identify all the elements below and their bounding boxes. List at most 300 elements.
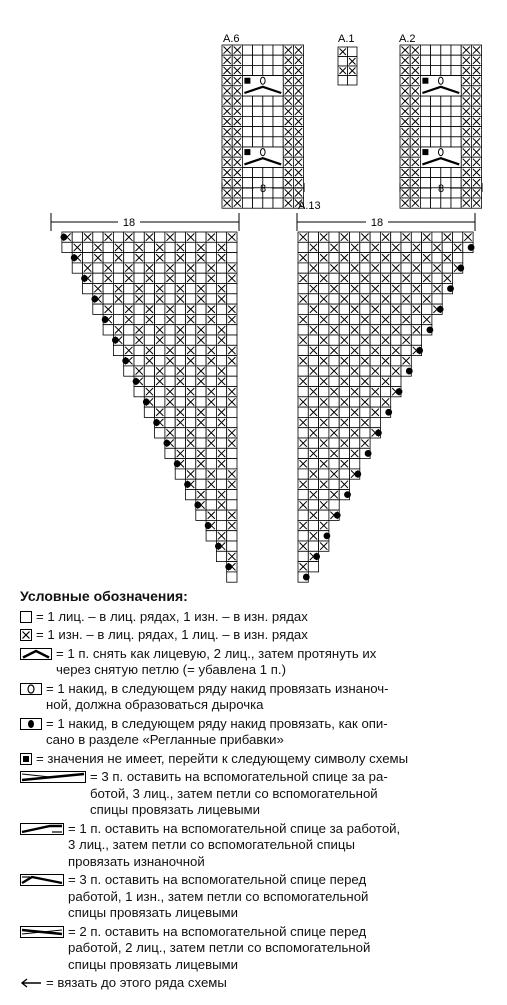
- knit-cell: [216, 263, 226, 273]
- knit-cell: [348, 47, 358, 57]
- knit-cell: [83, 253, 93, 263]
- knit-cell: [411, 314, 421, 324]
- knit-cell: [319, 345, 329, 355]
- knit-cell: [360, 263, 370, 273]
- knit-cell: [253, 45, 263, 55]
- yarn-over-raglan-mark: [122, 357, 129, 364]
- knit-cell: [134, 314, 144, 324]
- knit-cell: [298, 242, 308, 252]
- knit-cell: [308, 438, 318, 448]
- knit-cell: [391, 376, 401, 386]
- yarn-over-raglan-mark: [447, 285, 454, 292]
- knit-cell: [339, 469, 349, 479]
- yarn-over-raglan-mark: [396, 388, 403, 395]
- knit-cell: [391, 314, 401, 324]
- legend-symbol: [20, 751, 32, 767]
- legend-symbol: [20, 821, 64, 837]
- legend-text: = 1 п. оставить на вспомогательной спице за работой, 3 лиц., затем петли со вспомогательной спицы провязать изнаночной: [68, 820, 401, 869]
- knit-cell: [350, 376, 360, 386]
- knit-cell: [206, 500, 216, 510]
- legend-symbol: [20, 872, 64, 888]
- knit-cell: [242, 188, 252, 198]
- knit-cell: [298, 387, 308, 397]
- knit-cell: [350, 273, 360, 283]
- knit-cell: [420, 178, 430, 188]
- knit-cell: [242, 198, 252, 208]
- legend-item: [20, 627, 500, 644]
- knit-cell: [124, 253, 134, 263]
- knit-cell: [144, 284, 154, 294]
- knit-cell: [134, 263, 144, 273]
- knit-cell: [242, 167, 252, 177]
- knit-cell: [451, 198, 461, 208]
- knit-cell: [401, 284, 411, 294]
- knit-cell: [155, 397, 165, 407]
- knit-cell: [329, 397, 339, 407]
- knit-cell: [216, 397, 226, 407]
- knit-cell: [216, 345, 226, 355]
- knit-cell: [253, 127, 263, 137]
- knit-cell: [253, 65, 263, 75]
- knit-cell: [329, 479, 339, 489]
- knit-cell: [298, 551, 308, 561]
- knit-cell: [175, 345, 185, 355]
- yarn-over-raglan-mark: [334, 512, 341, 519]
- knit-cell: [273, 96, 283, 106]
- knit-cell: [273, 65, 283, 75]
- legend-item: [20, 716, 500, 749]
- knit-cell: [360, 428, 370, 438]
- knit-cell: [165, 325, 175, 335]
- cable-2-2-front-icon: [20, 926, 64, 938]
- legend-symbol: [20, 924, 64, 940]
- legend-text: = 1 накид, в следующем ряду накид провязать изнаноч- ной, должна образоваться дырочка: [46, 680, 389, 712]
- knit-cell: [451, 45, 461, 55]
- knit-cell: [329, 294, 339, 304]
- knit-cell: [360, 345, 370, 355]
- knit-cell: [441, 65, 451, 75]
- knit-cell: [308, 520, 318, 530]
- knit-cell: [401, 325, 411, 335]
- chart-a2-label: A.2: [399, 33, 416, 45]
- knit-cell: [441, 45, 451, 55]
- knit-cell: [339, 284, 349, 294]
- legend-symbol: [20, 646, 52, 662]
- legend-text: = 1 изн. – в лиц. рядах, 1 лиц. – в изн. рядах: [36, 627, 308, 642]
- knit-cell: [103, 242, 113, 252]
- knit-cell: [308, 314, 318, 324]
- knit-cell: [298, 448, 308, 458]
- knit-cell: [216, 469, 226, 479]
- knit-cell: [451, 116, 461, 126]
- knit-cell: [319, 407, 329, 417]
- knit-cell: [451, 137, 461, 147]
- knit-cell: [391, 232, 401, 242]
- chart-a13: [298, 232, 475, 582]
- knit-cell: [253, 96, 263, 106]
- knit-cell: [165, 294, 175, 304]
- knit-cell: [113, 314, 123, 324]
- legend-symbol: [20, 681, 42, 697]
- knit-cell: [227, 366, 237, 376]
- knit-cell: [308, 479, 318, 489]
- knit-cell: [370, 232, 380, 242]
- yarn-over-raglan-mark: [164, 440, 171, 447]
- knit-cell: [308, 417, 318, 427]
- knit-cell: [350, 232, 360, 242]
- knit-cell: [391, 356, 401, 366]
- yarn-over-raglan-mark: [406, 368, 413, 375]
- knit-cell: [196, 479, 206, 489]
- knit-cell: [391, 294, 401, 304]
- knit-cell: [196, 273, 206, 283]
- knit-cell: [339, 387, 349, 397]
- knit-cell: [186, 459, 196, 469]
- knit-cell: [273, 55, 283, 65]
- no-stitch-icon: [20, 753, 32, 765]
- knit-cell: [298, 490, 308, 500]
- knit-cell: [124, 242, 134, 252]
- yarn-over-raglan-mark: [385, 409, 392, 416]
- knit-cell: [319, 490, 329, 500]
- knit-cell: [273, 178, 283, 188]
- knit-cell: [380, 304, 390, 314]
- knit-cell: [442, 263, 452, 273]
- knit-cell: [93, 304, 103, 314]
- knit-cell: [451, 55, 461, 65]
- knit-cell: [144, 253, 154, 263]
- cable-3-3-back-icon: [20, 771, 86, 783]
- knit-cell: [186, 490, 196, 500]
- knit-cell: [206, 407, 216, 417]
- knit-cell: [206, 294, 216, 304]
- knit-cell: [273, 127, 283, 137]
- knit-cell: [451, 65, 461, 75]
- chart-left-width-marker: [51, 213, 239, 231]
- knit-cell: [186, 253, 196, 263]
- knit-cell: [370, 335, 380, 345]
- knit-cell: [144, 366, 154, 376]
- yarn-over-raglan-mark: [143, 399, 150, 406]
- knit-cell: [134, 345, 144, 355]
- knit-cell: [175, 263, 185, 273]
- knit-cell: [144, 325, 154, 335]
- no-stitch-mark: [422, 149, 428, 155]
- yarn-over-raglan-mark: [354, 471, 361, 478]
- legend-symbol: [20, 975, 42, 991]
- knit-cell: [350, 438, 360, 448]
- knit-cell: [422, 242, 432, 252]
- knit-cell: [196, 469, 206, 479]
- knit-cell: [242, 116, 252, 126]
- knit-cell: [391, 253, 401, 263]
- knit-cell: [441, 167, 451, 177]
- yarn-over-raglan-mark: [153, 419, 160, 426]
- knit-cell: [242, 96, 252, 106]
- knit-cell: [319, 387, 329, 397]
- knit-cell: [432, 253, 442, 263]
- chart-a6-width-label: 8: [259, 183, 267, 195]
- knit-cell: [227, 242, 237, 252]
- knit-cell: [155, 356, 165, 366]
- knit-cell: [103, 284, 113, 294]
- knit-cell: [216, 232, 226, 242]
- knit-cell: [196, 428, 206, 438]
- knit-cell: [453, 232, 463, 242]
- knit-cell: [298, 510, 308, 520]
- yarn-over-raglan-mark: [174, 460, 181, 467]
- knit-cell: [155, 304, 165, 314]
- knit-cell: [124, 325, 134, 335]
- legend-text: = 1 п. снять как лицевую, 2 лиц., затем протянуть их через снятую петлю (= убавлена 1 п.): [56, 645, 377, 677]
- yarn-over-raglan-mark: [375, 429, 382, 436]
- knit-cell: [113, 304, 123, 314]
- knit-cell: [165, 407, 175, 417]
- yarn-over-raglan-mark: [344, 491, 351, 498]
- knit-cell: [206, 417, 216, 427]
- knit-cell: [370, 294, 380, 304]
- knit-cell: [360, 325, 370, 335]
- yarn-over-raglan-mark: [365, 450, 372, 457]
- knit-cell: [308, 273, 318, 283]
- knit-cell: [308, 500, 318, 510]
- knit-cell: [308, 397, 318, 407]
- knit-cell: [165, 417, 175, 427]
- knit-cell: [420, 198, 430, 208]
- no-stitch-mark: [244, 149, 250, 155]
- no-stitch-mark: [244, 78, 250, 84]
- knit-cell: [370, 253, 380, 263]
- yarn-over-raglan-mark: [437, 306, 444, 313]
- knit-cell: [242, 45, 252, 55]
- knit-cell: [329, 314, 339, 324]
- knit-cell: [339, 448, 349, 458]
- knit-cell: [263, 127, 273, 137]
- knit-cell: [319, 304, 329, 314]
- knit-cell: [319, 366, 329, 376]
- knit-cell: [93, 232, 103, 242]
- knit-cell: [124, 284, 134, 294]
- knit-cell: [216, 520, 226, 530]
- knit-cell: [175, 387, 185, 397]
- knit-cell: [186, 294, 196, 304]
- knit-cell: [319, 325, 329, 335]
- knit-cell: [329, 417, 339, 427]
- knit-cell: [206, 242, 216, 252]
- knit-cell: [103, 325, 113, 335]
- knit-cell: [431, 167, 441, 177]
- legend-item: [20, 751, 500, 768]
- knit-cell: [298, 366, 308, 376]
- yarn-over-raglan-mark: [427, 326, 434, 333]
- legend-item: [20, 975, 500, 992]
- knit-cell: [431, 127, 441, 137]
- knit-cell: [420, 167, 430, 177]
- yarn-over-raglan-icon: [20, 718, 42, 730]
- knit-cell: [273, 106, 283, 116]
- knit-cell: [253, 167, 263, 177]
- knit-cell: [308, 562, 318, 572]
- knit-cell: [329, 232, 339, 242]
- knit-cell: [113, 345, 123, 355]
- legend-symbol: [20, 609, 32, 625]
- knit-cell: [242, 137, 252, 147]
- knit-cell: [134, 304, 144, 314]
- knit-cell: [273, 198, 283, 208]
- yarn-over-raglan-mark: [303, 574, 310, 581]
- knit-cell: [380, 345, 390, 355]
- knit-cell: [431, 198, 441, 208]
- knit-cell: [431, 55, 441, 65]
- knit-cell: [431, 137, 441, 147]
- yarn-over-raglan-mark: [457, 265, 464, 272]
- knit-cell: [175, 304, 185, 314]
- knit-cell: [196, 314, 206, 324]
- knit-cell: [350, 253, 360, 263]
- knit-cell: [113, 232, 123, 242]
- knit-cell: [263, 106, 273, 116]
- knit-cell: [391, 335, 401, 345]
- knit-cell: [253, 106, 263, 116]
- knit-cell: [242, 65, 252, 75]
- purl-x-square-icon: [20, 629, 32, 641]
- knit-cell: [329, 500, 339, 510]
- knit-cell: [273, 167, 283, 177]
- knit-cell: [401, 263, 411, 273]
- legend-symbol: [20, 716, 42, 732]
- knit-cell: [329, 335, 339, 345]
- yarn-over-raglan-mark: [313, 553, 320, 560]
- knit-cell: [319, 263, 329, 273]
- knit-cell: [339, 407, 349, 417]
- knit-cell: [175, 469, 185, 479]
- knit-cell: [72, 232, 82, 242]
- chart-a1-label: A.1: [338, 33, 355, 45]
- knit-cell: [298, 325, 308, 335]
- chart-a13-label: A.13: [298, 200, 321, 212]
- knit-cell: [422, 284, 432, 294]
- knit-cell: [186, 335, 196, 345]
- knit-cell: [253, 116, 263, 126]
- chart-left-triangle: [51, 232, 237, 582]
- knit-cell: [175, 397, 185, 407]
- knit-cell: [380, 242, 390, 252]
- knit-cell: [165, 284, 175, 294]
- legend-item: [20, 769, 500, 819]
- knit-cell: [196, 263, 206, 273]
- legend-symbol: [20, 627, 32, 643]
- knit-cell: [186, 284, 196, 294]
- knit-cell: [227, 572, 237, 582]
- knit-cell: [319, 469, 329, 479]
- knit-cell: [380, 263, 390, 273]
- knit-cell: [175, 438, 185, 448]
- knit-cell: [420, 45, 430, 55]
- knit-cell: [380, 387, 390, 397]
- legend-title: Условные обозначения:: [20, 588, 188, 604]
- knit-cell: [206, 459, 216, 469]
- knit-cell: [441, 106, 451, 116]
- knit-cell: [113, 273, 123, 283]
- chart-a2-width-label: 8: [437, 183, 445, 195]
- yarn-over-raglan-mark: [194, 502, 201, 509]
- knit-cell: [124, 335, 134, 345]
- knit-cell: [242, 106, 252, 116]
- knit-cell: [360, 304, 370, 314]
- knit-cell: [155, 314, 165, 324]
- knit-cell: [196, 397, 206, 407]
- knit-cell: [420, 106, 430, 116]
- knit-cell: [431, 106, 441, 116]
- knit-cell: [253, 137, 263, 147]
- knit-cell: [263, 167, 273, 177]
- knit-cell: [227, 294, 237, 304]
- knit-cell: [196, 232, 206, 242]
- knit-cell: [298, 428, 308, 438]
- knit-cell: [411, 294, 421, 304]
- knit-cell: [380, 325, 390, 335]
- knit-cell: [273, 188, 283, 198]
- knit-square-icon: [20, 611, 32, 623]
- knit-cell: [350, 417, 360, 427]
- knit-cell: [338, 57, 348, 67]
- knit-cell: [350, 356, 360, 366]
- knit-cell: [227, 459, 237, 469]
- legend-text: = 1 лиц. – в лиц. рядах, 1 изн. – в изн. рядах: [36, 608, 308, 624]
- knit-cell: [263, 65, 273, 75]
- knit-cell: [360, 387, 370, 397]
- knit-cell: [339, 366, 349, 376]
- knit-cell: [350, 459, 360, 469]
- knit-cell: [175, 428, 185, 438]
- knit-cell: [62, 242, 72, 252]
- knit-cell: [401, 242, 411, 252]
- knit-cell: [298, 263, 308, 273]
- knit-cell: [401, 304, 411, 314]
- yarn-over-raglan-mark: [71, 254, 78, 261]
- knit-cell: [103, 253, 113, 263]
- legend-item: [20, 681, 500, 714]
- chart-a13-width-label: 18: [370, 217, 384, 229]
- legend-item: [20, 609, 500, 626]
- knit-cell: [319, 242, 329, 252]
- knit-cell: [227, 253, 237, 263]
- knit-cell: [350, 314, 360, 324]
- knit-cell: [206, 325, 216, 335]
- chart-a6-label: A.6: [223, 33, 240, 45]
- knit-cell: [431, 45, 441, 55]
- yarn-over-raglan-mark: [416, 347, 423, 354]
- knit-cell: [263, 137, 273, 147]
- knit-cell: [329, 253, 339, 263]
- knit-cell: [319, 284, 329, 294]
- knit-cell: [380, 366, 390, 376]
- knit-cell: [216, 510, 226, 520]
- knit-cell: [165, 448, 175, 458]
- knit-cell: [339, 345, 349, 355]
- knit-cell: [124, 294, 134, 304]
- knit-cell: [263, 45, 273, 55]
- knit-cell: [441, 96, 451, 106]
- knit-cell: [175, 273, 185, 283]
- knit-cell: [216, 438, 226, 448]
- knit-cell: [263, 198, 273, 208]
- chart-a1: [338, 47, 357, 85]
- knit-cell: [227, 541, 237, 551]
- knit-cell: [242, 55, 252, 65]
- knit-cell: [175, 232, 185, 242]
- knit-cell: [432, 273, 442, 283]
